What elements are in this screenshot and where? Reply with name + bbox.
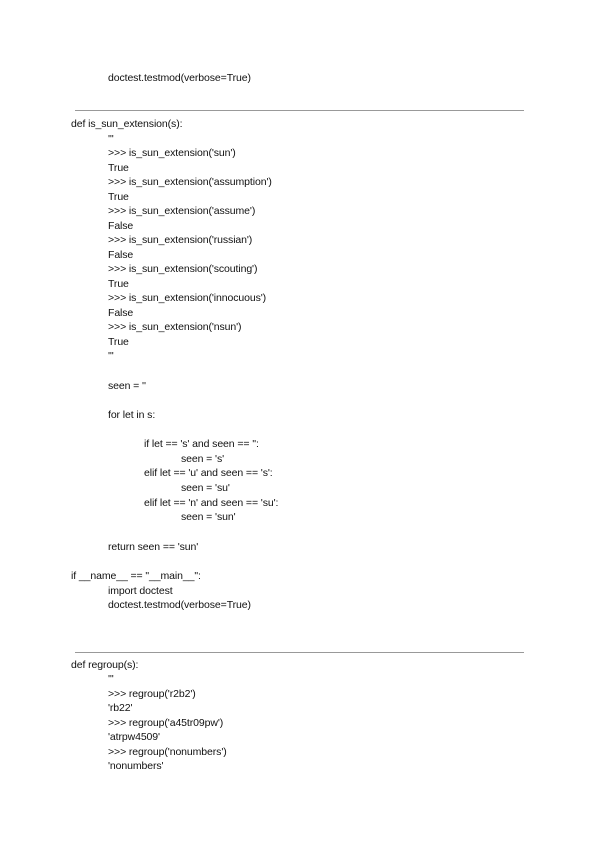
code-line-example-result: True: [108, 336, 129, 348]
code-line-def-is-sun-extension: def is_sun_extension(s):: [71, 118, 183, 130]
code-line-example-call: >>> is_sun_extension('russian'): [108, 234, 253, 246]
section-divider: [75, 110, 524, 111]
code-line-seen-init: seen = '': [108, 380, 146, 392]
code-line-example-result: True: [108, 278, 129, 290]
code-line-docstring-open: ''': [108, 133, 114, 145]
code-line-example-call: >>> is_sun_extension('assumption'): [108, 176, 272, 188]
code-line-return: return seen == 'sun': [108, 541, 199, 553]
code-line-main-guard: if __name__ == "__main__":: [71, 570, 201, 582]
code-line-example-result: 'atrpw4509': [108, 731, 160, 743]
code-line-testmod-top: doctest.testmod(verbose=True): [108, 72, 251, 84]
code-line-set-s: seen = 's': [181, 453, 224, 465]
code-line-example-call: >>> regroup('a45tr09pw'): [108, 717, 224, 729]
code-line-elif-u: elif let == 'u' and seen == 's':: [144, 467, 273, 479]
code-line-elif-n: elif let == 'n' and seen == 'su':: [144, 497, 279, 509]
code-line-import-doctest: import doctest: [108, 585, 173, 597]
code-line-example-result: True: [108, 162, 129, 174]
code-line-docstring-close: ''': [108, 350, 114, 362]
code-line-example-result: False: [108, 249, 134, 261]
section-divider: [75, 652, 524, 653]
code-line-for-loop: for let in s:: [108, 409, 156, 421]
code-line-set-su: seen = 'su': [181, 482, 230, 494]
code-line-example-call: >>> is_sun_extension('nsun'): [108, 321, 242, 333]
code-line-docstring-open: ''': [108, 673, 114, 685]
code-line-example-call: >>> is_sun_extension('innocuous'): [108, 292, 267, 304]
code-line-example-call: >>> regroup('r2b2'): [108, 688, 196, 700]
code-line-example-result: False: [108, 307, 134, 319]
code-line-testmod: doctest.testmod(verbose=True): [108, 599, 251, 611]
code-line-example-call: >>> is_sun_extension('sun'): [108, 147, 236, 159]
code-line-set-sun: seen = 'sun': [181, 511, 236, 523]
code-line-example-result: False: [108, 220, 134, 232]
code-line-def-regroup: def regroup(s):: [71, 659, 139, 671]
code-line-example-result: 'rb22': [108, 702, 133, 714]
code-line-example-call: >>> is_sun_extension('assume'): [108, 205, 256, 217]
code-line-example-result: True: [108, 191, 129, 203]
code-line-example-result: 'nonumbers': [108, 760, 164, 772]
code-line-example-call: >>> regroup('nonumbers'): [108, 746, 227, 758]
code-line-if-s: if let == 's' and seen == '':: [144, 438, 259, 450]
code-line-example-call: >>> is_sun_extension('scouting'): [108, 263, 258, 275]
